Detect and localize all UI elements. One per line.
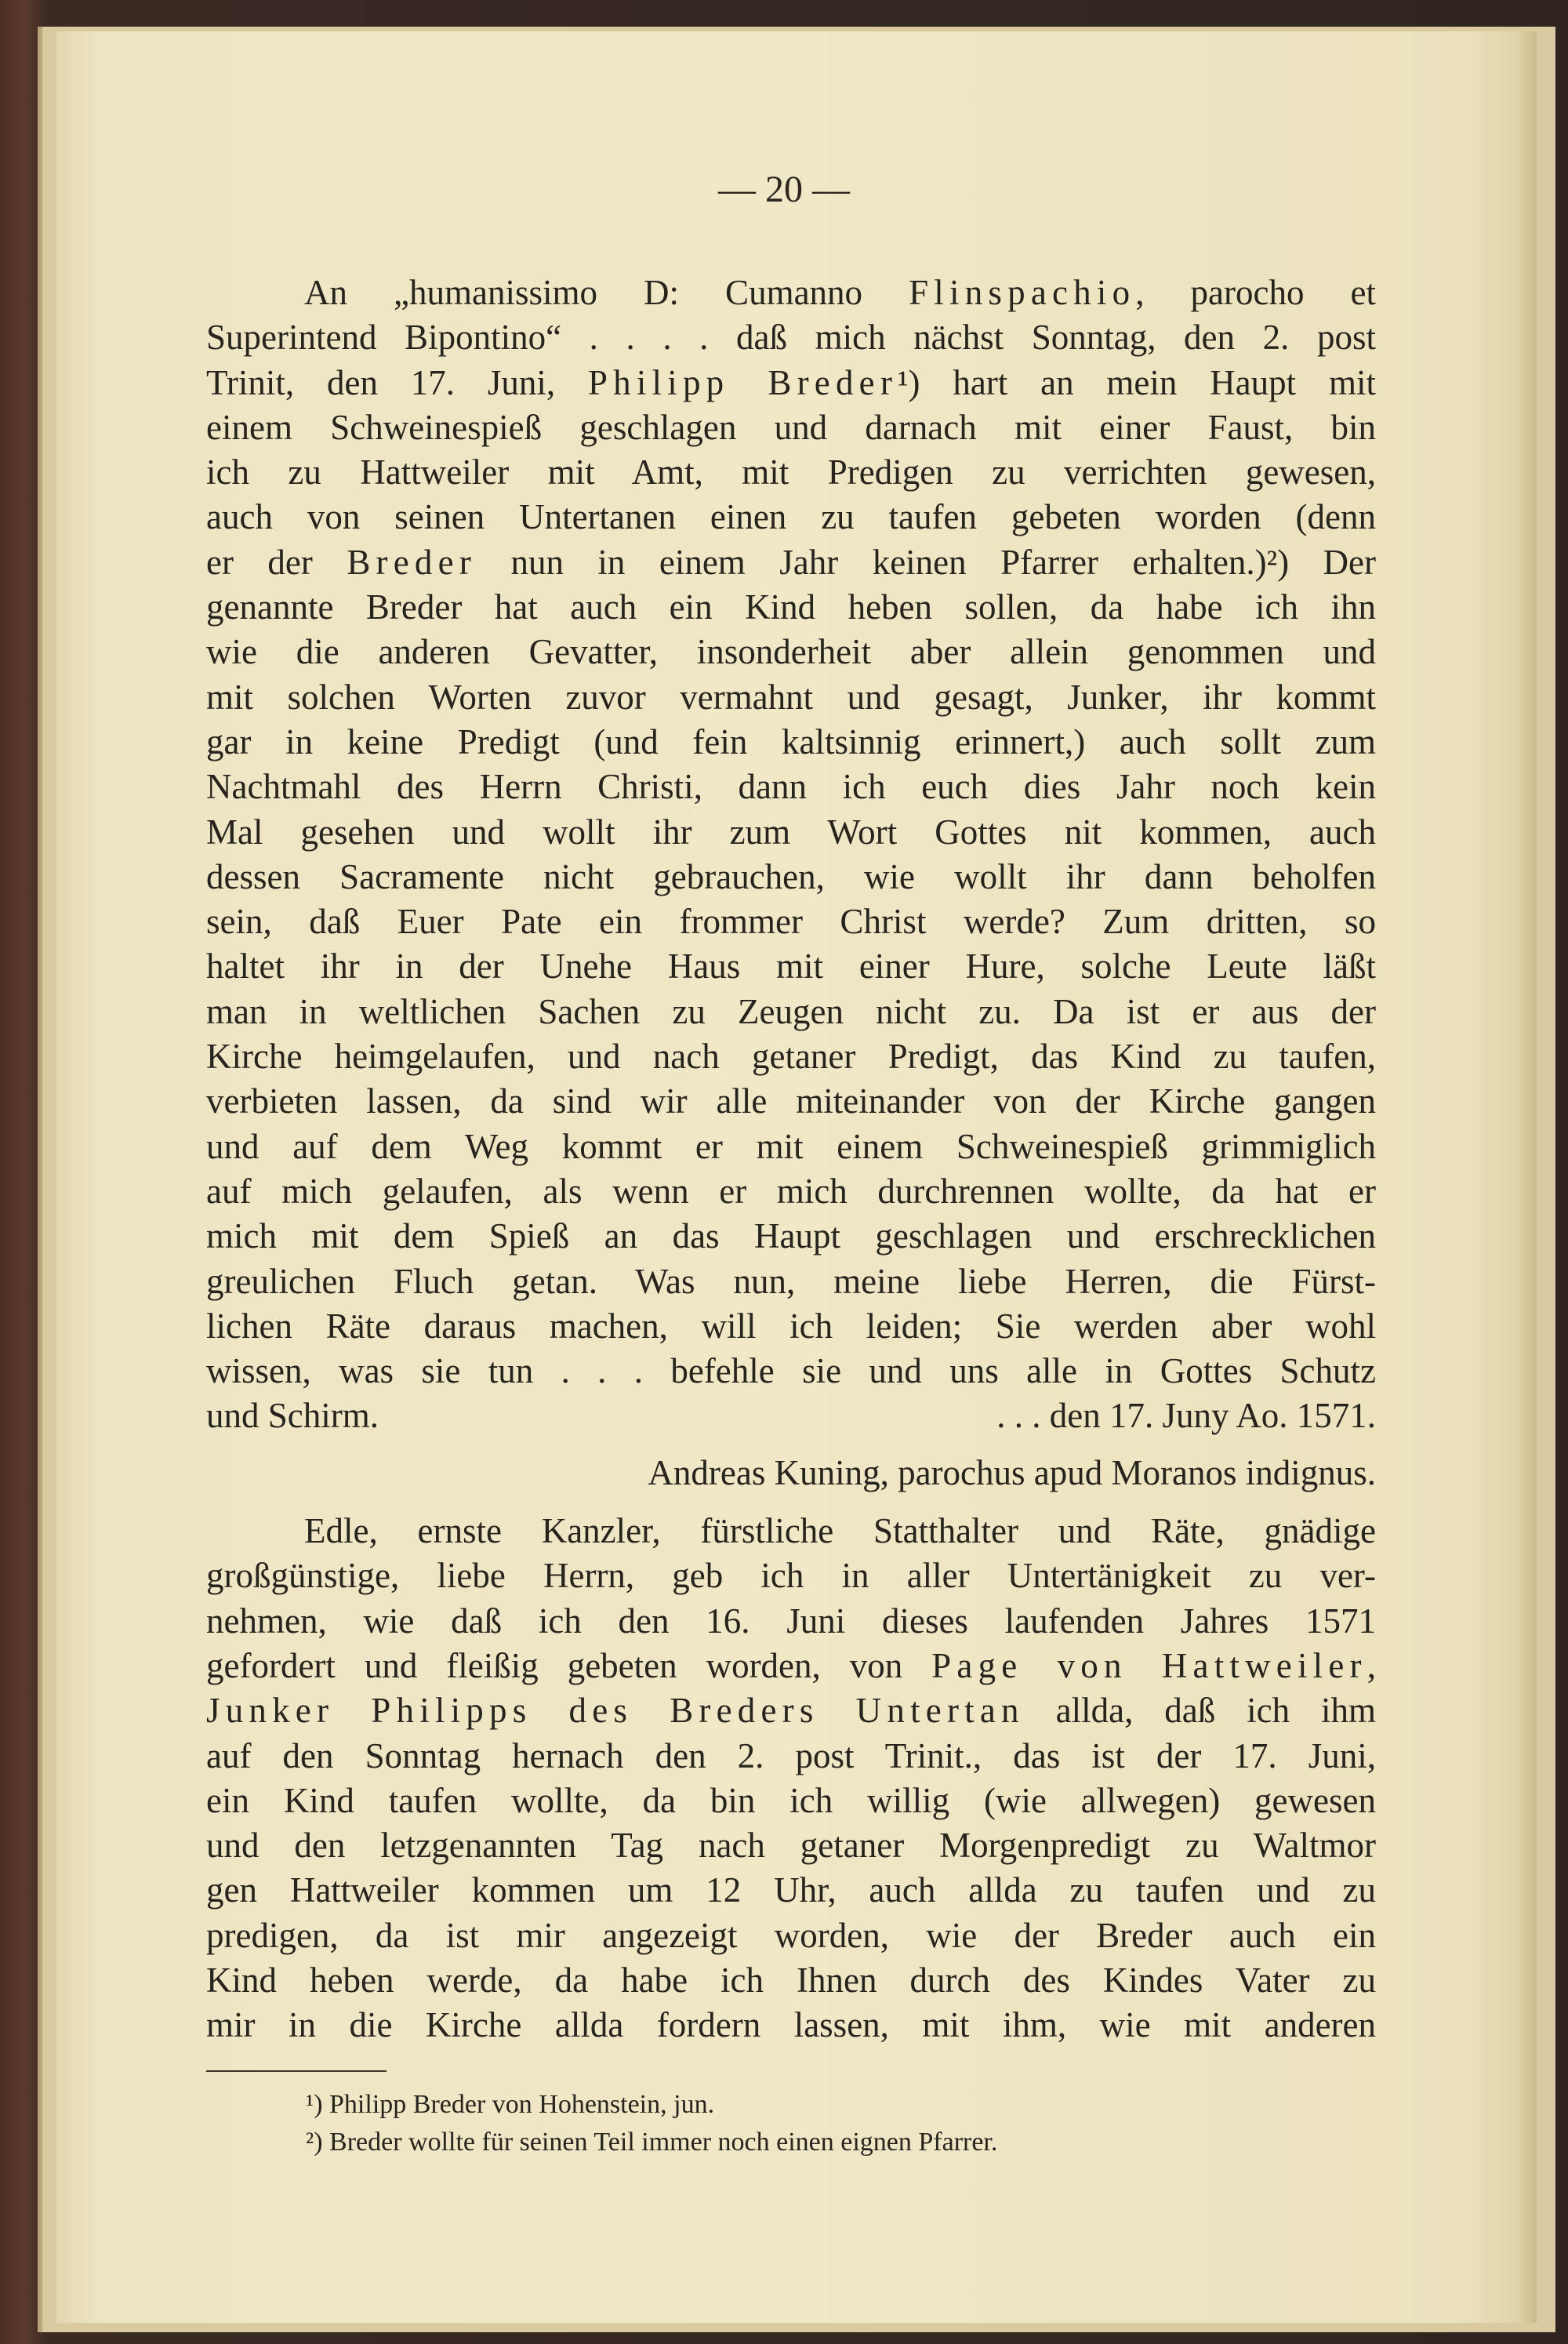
text-segment: auch von seinen Untertanen einen zu taufen gebeten worden (denn xyxy=(206,497,1376,537)
page-number: — 20 — xyxy=(718,169,850,210)
footnote-2: ²) Breder wollte für seinen Teil immer noch einen eignen Pfarrer. xyxy=(306,2128,998,2157)
body-text xyxy=(206,271,1376,2048)
text-segment: , parocho et xyxy=(1135,273,1376,312)
text-line xyxy=(206,495,1376,540)
text-segment: greulichen Fluch getan. Was nun, meine liebe Herren, die Fürst- xyxy=(206,1261,1376,1301)
text-segment: und den letzgenannten Tag nach getaner Morgenpredigt zu Waltmor xyxy=(206,1826,1376,1866)
text-line xyxy=(206,810,1376,855)
paragraph-1 xyxy=(206,271,1376,1394)
text-line xyxy=(206,1509,1376,1554)
text-line xyxy=(206,1125,1376,1169)
spaced-name: Junker Philipps des Breders Untertan xyxy=(206,1691,1025,1731)
text-segment: mir in die Kirche allda fordern lassen, mit ihm, wie mit anderen xyxy=(206,2005,1376,2045)
text-segment: ¹) hart an mein Haupt mit xyxy=(898,362,1376,402)
text-line xyxy=(206,1868,1376,1913)
text-line xyxy=(206,1259,1376,1304)
text-segment: dessen Sacramente nicht gebrauchen, wie wollt ihr dann beholfen xyxy=(206,856,1376,896)
text-line xyxy=(206,1349,1376,1394)
text-line xyxy=(206,361,1376,405)
text-segment: lichen Räte daraus machen, will ich leiden; Sie werden aber wohl xyxy=(206,1306,1376,1346)
text-segment: Kirche heimgelaufen, und nach getaner Predigt, das Kind zu taufen, xyxy=(206,1037,1376,1077)
text-line xyxy=(206,405,1376,450)
footnote-1: ¹) Philipp Breder von Hohenstein, jun. xyxy=(306,2090,715,2119)
text-segment: mit solchen Worten zuvor vermahnt und gesagt, Junker, ihr kommt xyxy=(206,677,1376,717)
text-line xyxy=(206,2003,1376,2048)
closing-left: und Schirm. xyxy=(206,1396,379,1436)
paragraph-2 xyxy=(206,1509,1376,2048)
text-segment: wie die anderen Gevatter, insonderheit aber allein genommen und xyxy=(206,632,1376,672)
text-line xyxy=(206,1554,1376,1598)
text-line xyxy=(206,271,1376,315)
text-segment: einem Schweinespieß geschlagen und darnach mit einer Faust, bin xyxy=(206,407,1376,447)
text-segment: ich zu Hattweiler mit Amt, mit Predigen zu verrichten gewesen, xyxy=(206,452,1376,492)
text-segment: wissen, was sie tun . . . befehle sie und uns alle in Gottes Schutz xyxy=(206,1351,1376,1391)
text-segment: Mal gesehen und wollt ihr zum Wort Gottes nit kommen, auch xyxy=(206,812,1376,852)
text-line xyxy=(206,1958,1376,2003)
text-segment: mich mit dem Spieß an das Haupt geschlagen und erschrecklichen xyxy=(206,1216,1376,1256)
text-segment: großgünstige, liebe Herrn, geb ich in aller Untertänigkeit zu ver- xyxy=(206,1556,1376,1596)
text-segment: allda, daß ich ihm xyxy=(1024,1691,1376,1731)
closing-line xyxy=(206,1394,1376,1438)
text-segment: gen Hattweiler kommen um 12 Uhr, auch allda zu taufen und zu xyxy=(206,1870,1376,1910)
text-line xyxy=(206,1599,1376,1644)
text-segment: man in weltlichen Sachen zu Zeugen nicht zu. Da ist er aus der xyxy=(206,991,1376,1031)
text-segment: Kind heben werde, da habe ich Ihnen durch des Kindes Vater zu xyxy=(206,1960,1376,2000)
spaced-name: Breder xyxy=(347,542,477,582)
text-segment: Nachtmahl des Herrn Christi, dann ich euch dies Jahr noch kein xyxy=(206,767,1376,807)
text-line xyxy=(206,1823,1376,1868)
text-line xyxy=(206,1688,1376,1733)
text-segment: , xyxy=(1367,1645,1376,1685)
spaced-name: Flinspachio xyxy=(909,273,1136,312)
text-line xyxy=(206,1034,1376,1079)
text-line xyxy=(206,630,1376,674)
text-line xyxy=(206,899,1376,944)
text-segment: genannte Breder hat auch ein Kind heben sollen, da habe ich ihn xyxy=(206,587,1376,627)
text-segment: auf mich gelaufen, als wenn er mich durchrennen wollte, da hat er xyxy=(206,1171,1376,1211)
text-line xyxy=(206,540,1376,585)
text-line xyxy=(206,675,1376,720)
text-line xyxy=(206,1779,1376,1823)
page-gutter xyxy=(1513,31,1537,2323)
footnote-rule xyxy=(206,2070,387,2072)
text-segment: nun in einem Jahr keinen Pfarrer erhalten.)²) Der xyxy=(476,542,1376,582)
text-line xyxy=(206,315,1376,360)
text-line xyxy=(206,990,1376,1034)
text-segment: auf den Sonntag hernach den 2. post Trinit., das ist der 17. Juni, xyxy=(206,1735,1376,1775)
closing-date: . . . den 17. Juny Ao. 1571. xyxy=(996,1396,1376,1436)
spaced-name: Page von Hattweiler xyxy=(931,1645,1367,1685)
text-line xyxy=(206,1304,1376,1349)
text-line xyxy=(206,1214,1376,1259)
text-segment: Superintend Bipontino“ . . . . daß mich nächst Sonntag, den 2. post xyxy=(206,318,1376,358)
text-segment: nehmen, wie daß ich den 16. Juni dieses laufenden Jahres 1571 xyxy=(206,1601,1376,1641)
text-line xyxy=(206,1079,1376,1124)
text-segment: er der xyxy=(206,542,347,582)
text-segment: verbieten lassen, da sind wir alle miteinander von der Kirche gangen xyxy=(206,1081,1376,1121)
text-line xyxy=(206,944,1376,989)
text-line xyxy=(206,765,1376,809)
text-line xyxy=(206,1913,1376,1958)
text-segment: gar in keine Predigt (und fein kaltsinnig erinnert,) auch sollt zum xyxy=(206,721,1376,761)
text-line xyxy=(206,720,1376,765)
text-line xyxy=(206,450,1376,495)
text-segment: Edle, ernste Kanzler, fürstliche Statthalter und Räte, gnädige xyxy=(304,1511,1376,1551)
text-line xyxy=(206,585,1376,630)
text-segment: sein, daß Euer Pate ein frommer Christ werde? Zum dritten, so xyxy=(206,902,1376,942)
text-line xyxy=(206,1169,1376,1214)
text-line xyxy=(206,1734,1376,1779)
text-segment: ein Kind taufen wollte, da bin ich willig (wie allwegen) gewesen xyxy=(206,1780,1376,1820)
signature: Andreas Kuning, parochus apud Moranos indignus. xyxy=(648,1452,1376,1492)
text-line xyxy=(206,855,1376,899)
text-segment: predigen, da ist mir angezeigt worden, wie der Breder auch ein xyxy=(206,1915,1376,1955)
text-segment: und auf dem Weg kommt er mit einem Schweinespieß grimmiglich xyxy=(206,1126,1376,1166)
text-segment: Trinit, den 17. Juni, xyxy=(206,362,588,402)
text-segment: An „humanissimo D: Cumanno xyxy=(304,273,909,312)
text-line xyxy=(206,1644,1376,1688)
text-segment: gefordert und fleißig gebeten worden, von xyxy=(206,1645,932,1685)
text-segment: haltet ihr in der Unehe Haus mit einer Hure, solche Leute läßt xyxy=(206,947,1376,987)
spaced-name: Philipp Breder xyxy=(587,362,898,402)
